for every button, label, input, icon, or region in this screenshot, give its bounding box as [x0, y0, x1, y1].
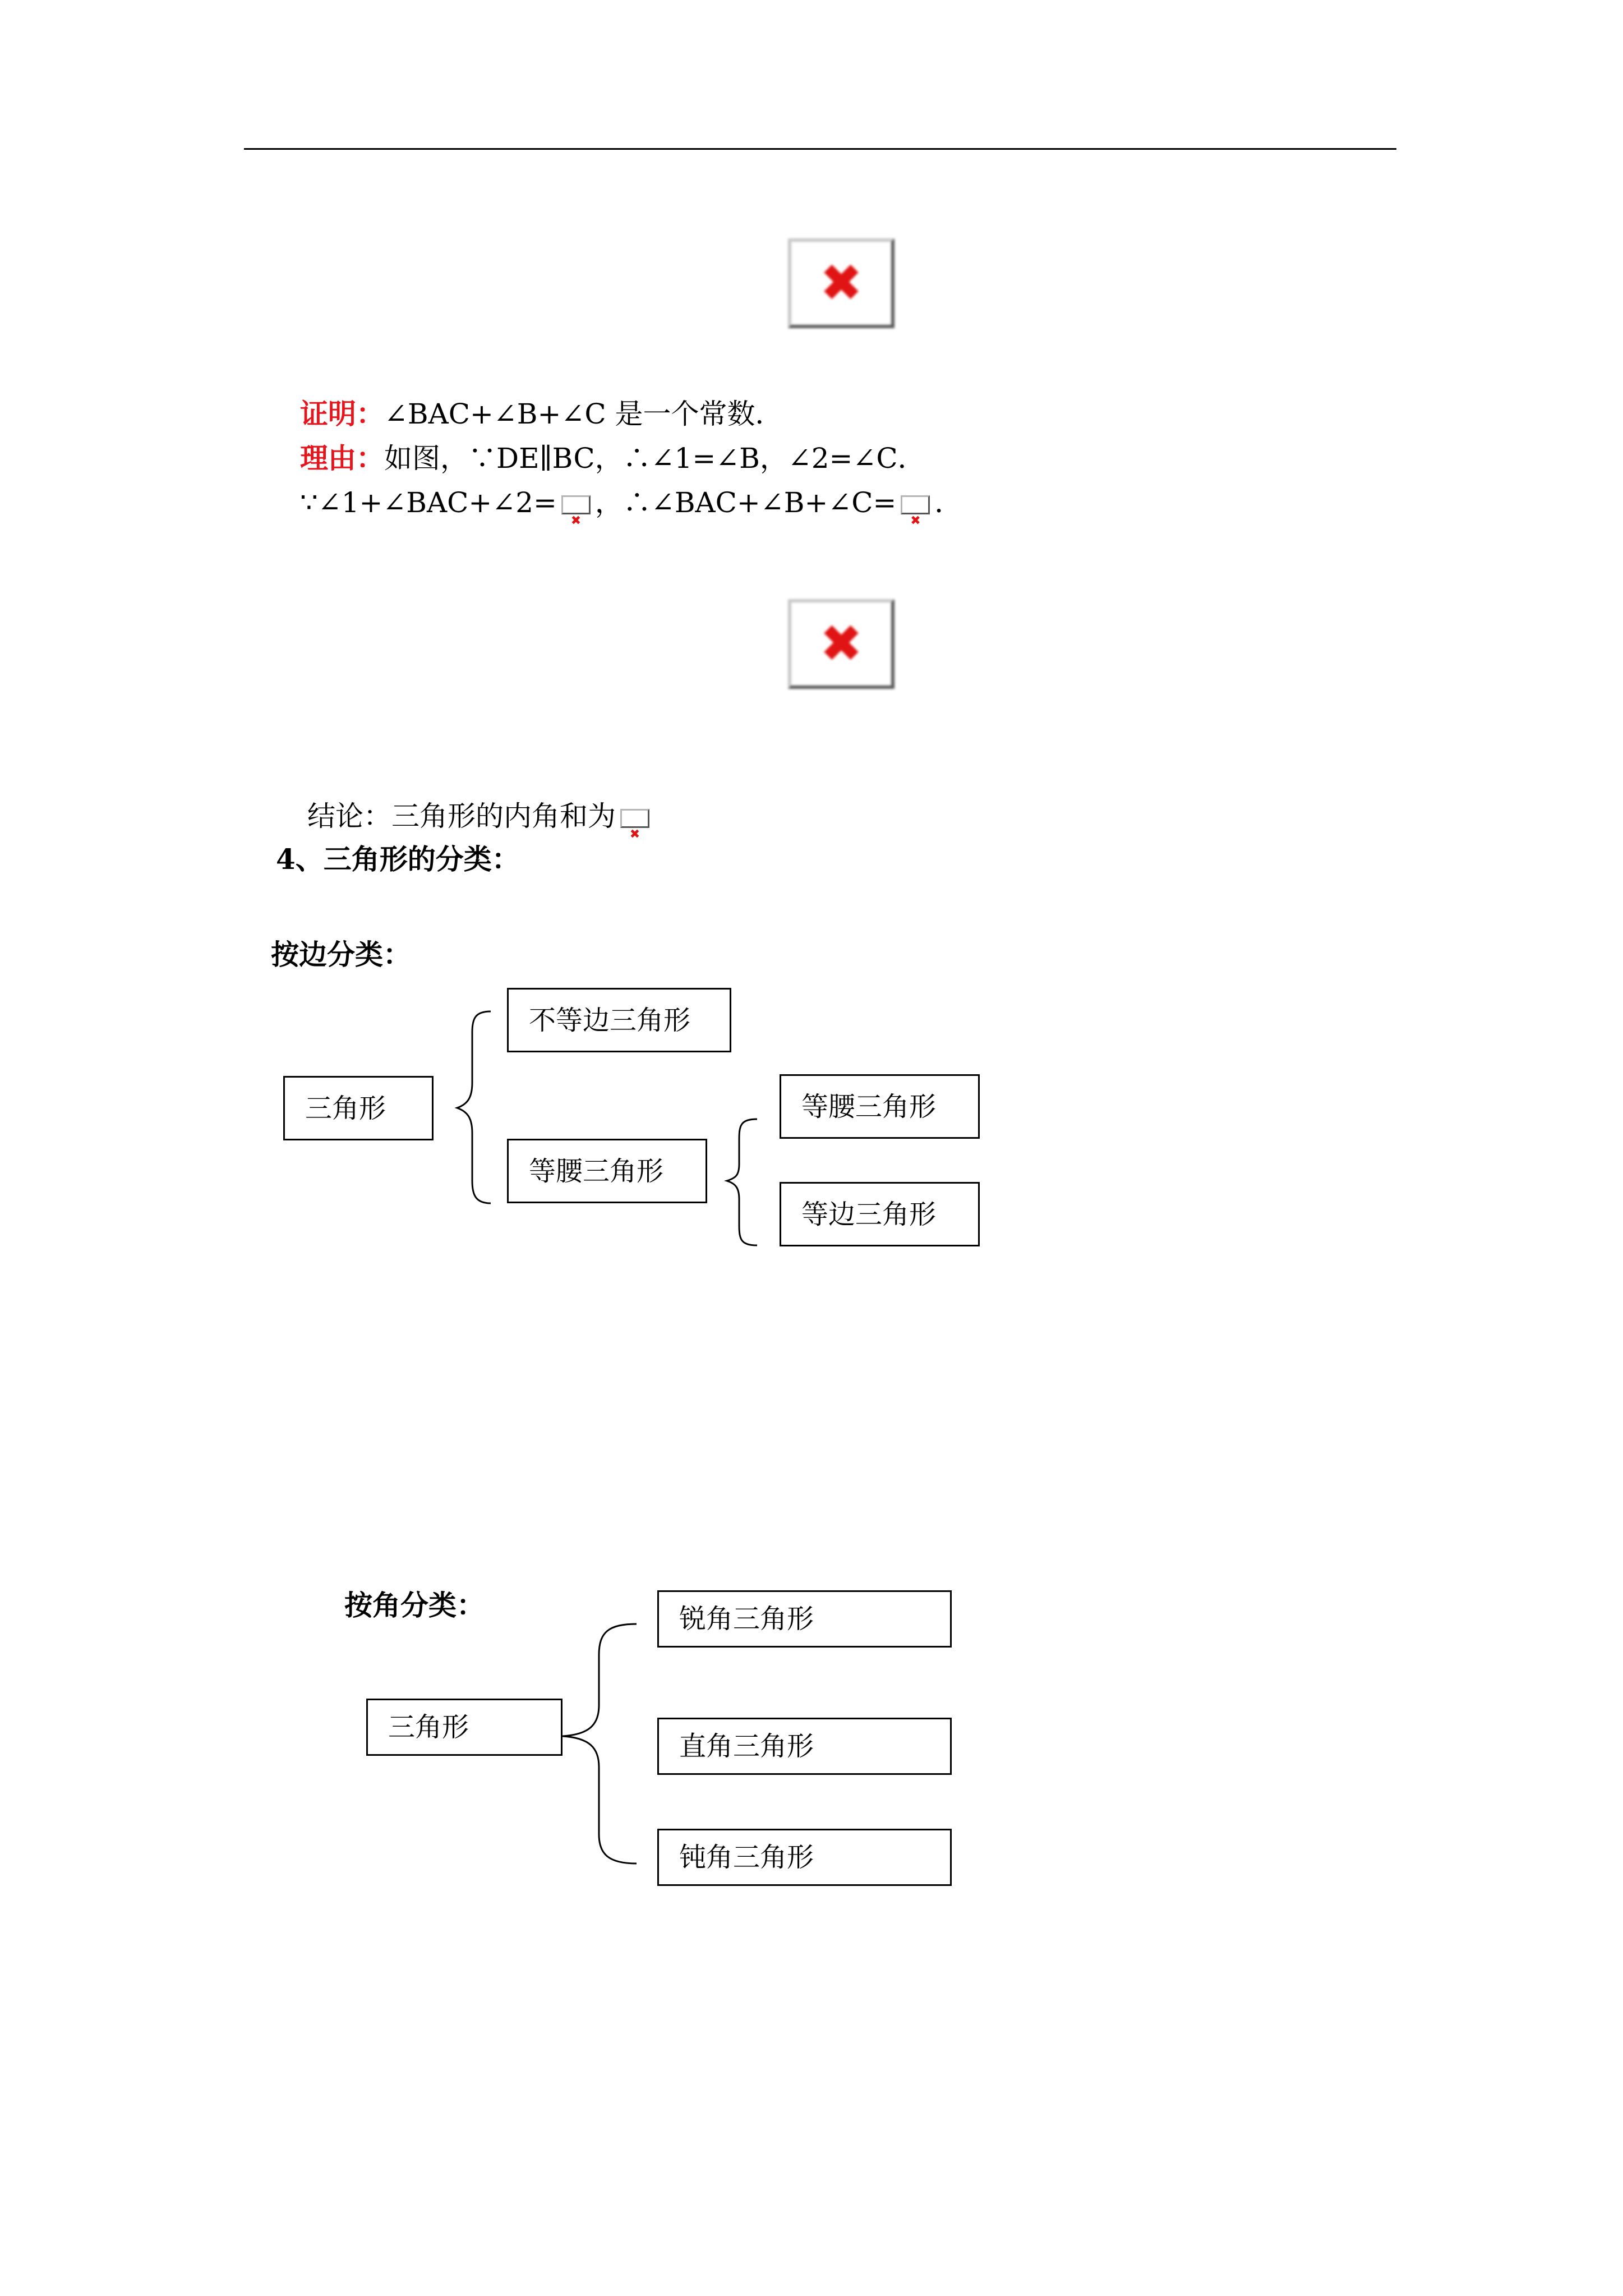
brace-by-angle	[562, 1624, 637, 1864]
reason-line2-c: ．	[934, 486, 963, 519]
reason-label: 理由：	[300, 441, 384, 475]
reason-line2-a: ∵∠1+∠BAC+∠2=	[300, 486, 557, 519]
box-label: 三角形	[305, 1092, 386, 1124]
box-label: 等腰三角形	[529, 1155, 664, 1187]
box-label: 三角形	[388, 1711, 469, 1743]
brace-by-side-main	[457, 1011, 491, 1203]
box-label: 不等边三角形	[529, 1004, 691, 1036]
proof-label: 证明：	[300, 397, 384, 430]
box-label: 等边三角形	[801, 1198, 937, 1230]
broken-image-icon: ✖	[819, 614, 863, 674]
box-label: 锐角三角形	[679, 1603, 814, 1635]
reason-text: 如图，∵DE∥BC，∴∠1=∠B，∠2=∠C．	[384, 442, 926, 475]
by-side-heading: 按边分类：	[271, 938, 411, 971]
conclusion-text: 结论：三角形的内角和为	[307, 800, 616, 832]
brace-by-side-sub	[727, 1119, 757, 1245]
reason-line2-b: ，∴∠BAC+∠B+∠C=	[594, 486, 897, 519]
by-angle-heading: 按角分类：	[344, 1589, 485, 1622]
broken-image-icon: ✖	[570, 514, 582, 528]
broken-image-icon: ✖	[910, 514, 921, 528]
broken-image-icon: ✖	[819, 253, 863, 313]
broken-image-icon: ✖	[629, 827, 640, 841]
proof-statement: ∠BAC+∠B+∠C 是一个常数．	[384, 398, 783, 430]
box-label: 等腰三角形	[801, 1091, 937, 1122]
box-label: 直角三角形	[679, 1731, 814, 1762]
box-label: 钝角三角形	[679, 1842, 814, 1873]
section-title: 4、三角形的分类：	[276, 843, 520, 876]
